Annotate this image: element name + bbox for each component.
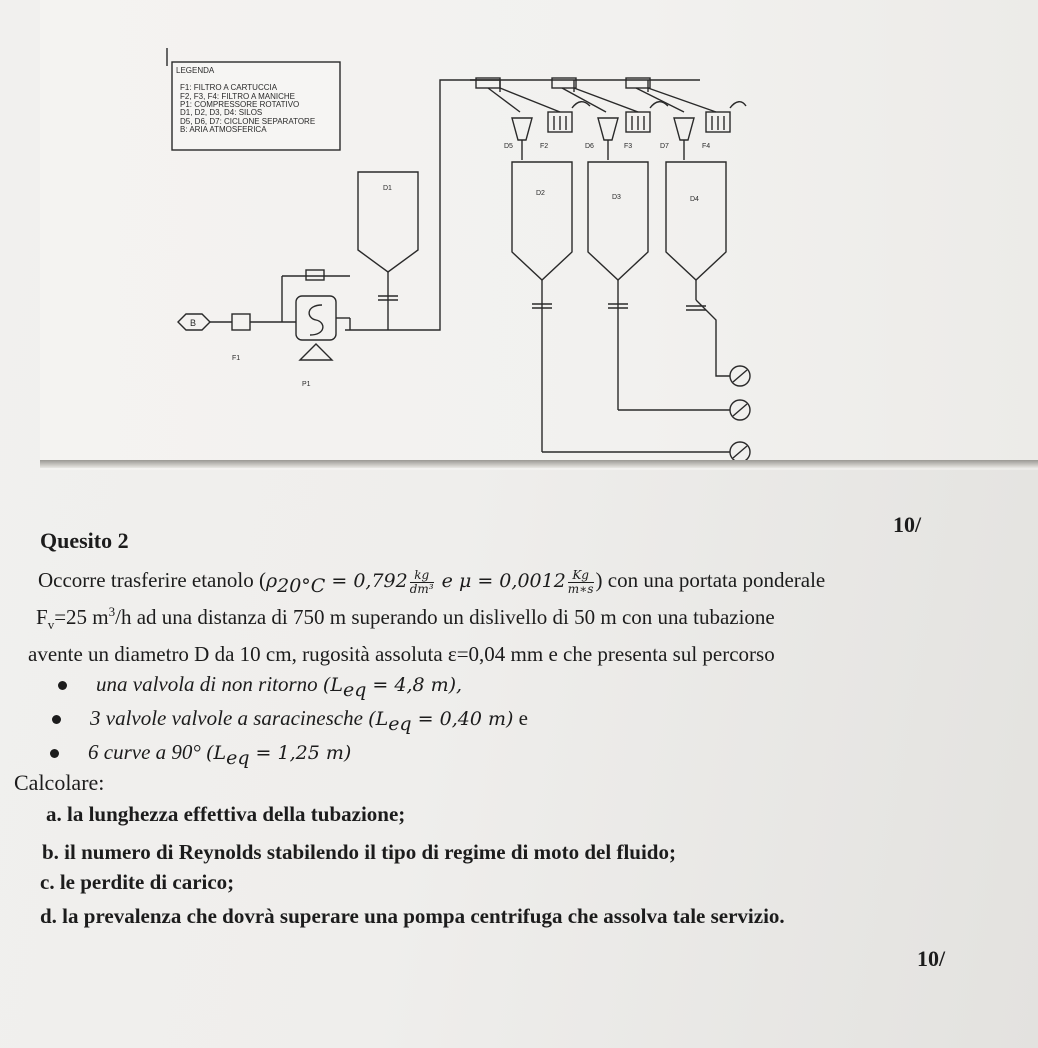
silo-d3 xyxy=(588,162,648,280)
cyclone-d6 xyxy=(598,118,618,140)
compressor-p1 xyxy=(296,296,336,340)
question-line-1: Occorre trasferire etanolo ($\rho_{20^\circ C} = 0,792$ $\frac{kg}{\text{dm³}}$ e μ = 0,0012 $\frac{Kg}{m∗s}$ ) con una portata ponderale xyxy=(38,567,826,598)
label-f3: F3 xyxy=(624,143,633,150)
task-item-b: b. il numero di Reynolds stabilendo il tipo di regime di moto del fluido; xyxy=(42,840,676,864)
label-f1: F1 xyxy=(232,355,241,362)
label-d5: D5 xyxy=(504,143,513,150)
score-bottom: 10/ xyxy=(917,946,946,971)
cyclone-d5 xyxy=(512,118,532,140)
label-f4: F4 xyxy=(702,143,711,150)
question-line-2: $F_v=25$ $m^3/h$ ad una distanza di 750 m superando un dislivello di 50 m con una tubazione xyxy=(36,604,775,633)
label-f2: F2 xyxy=(540,143,549,150)
bullet-item: 6 curve a 90° ($L_{eq} = 1,25$ m) xyxy=(88,740,351,769)
legend-line-3: P1: COMPRESSORE ROTATIVO xyxy=(180,100,300,109)
bullet-item: una valvola di non ritorno ($L_{eq} = 4,8$ m), xyxy=(96,672,462,701)
silo-d4 xyxy=(666,162,726,280)
question-title: Quesito 2 xyxy=(40,528,129,553)
label-d3: D3 xyxy=(612,194,621,201)
sheet-edge xyxy=(40,460,1038,468)
label-d2: D2 xyxy=(536,190,545,197)
score-top: 10/ xyxy=(893,512,922,537)
calc-label: Calcolare: xyxy=(14,770,105,795)
legend-line-1: F1: FILTRO A CARTUCCIA xyxy=(180,83,278,92)
transport-pipe xyxy=(345,80,500,330)
legend-line-2: F2, F3, F4: FILTRO A MANICHE xyxy=(180,92,295,101)
label-b: B xyxy=(190,318,197,328)
silo-d2 xyxy=(512,162,572,280)
process-diagram xyxy=(0,0,1038,470)
legend-line-4: D1, D2, D3, D4: SILOS xyxy=(180,108,263,117)
legend-line-5: D5, D6, D7: CICLONE SEPARATORE xyxy=(180,117,316,126)
label-d7: D7 xyxy=(660,143,669,150)
label-d4: D4 xyxy=(690,196,699,203)
task-item-d: d. la prevalenza che dovrà superare una pompa centrifuga che assolva tale servizio. xyxy=(40,904,785,928)
legend-title: LEGENDA xyxy=(176,66,215,75)
label-p1: P1 xyxy=(302,381,311,388)
legend-line-6: B: ARIA ATMOSFERICA xyxy=(180,125,267,134)
cyclone-d7 xyxy=(674,118,694,140)
label-d6: D6 xyxy=(585,143,594,150)
task-item-c: c. le perdite di carico; xyxy=(40,870,235,894)
label-d1: D1 xyxy=(383,185,392,192)
filter-f1 xyxy=(232,314,250,330)
task-item-a: a. la lunghezza effettiva della tubazione; xyxy=(46,802,406,826)
question-line-3: avente un diametro D da 10 cm, rugosità assoluta ε=0,04 mm e che presenta sul percorso xyxy=(28,642,775,666)
bullet-item: 3 valvole valvole a saracinesche ($L_{eq} = 0,40$ m) e xyxy=(90,706,528,735)
